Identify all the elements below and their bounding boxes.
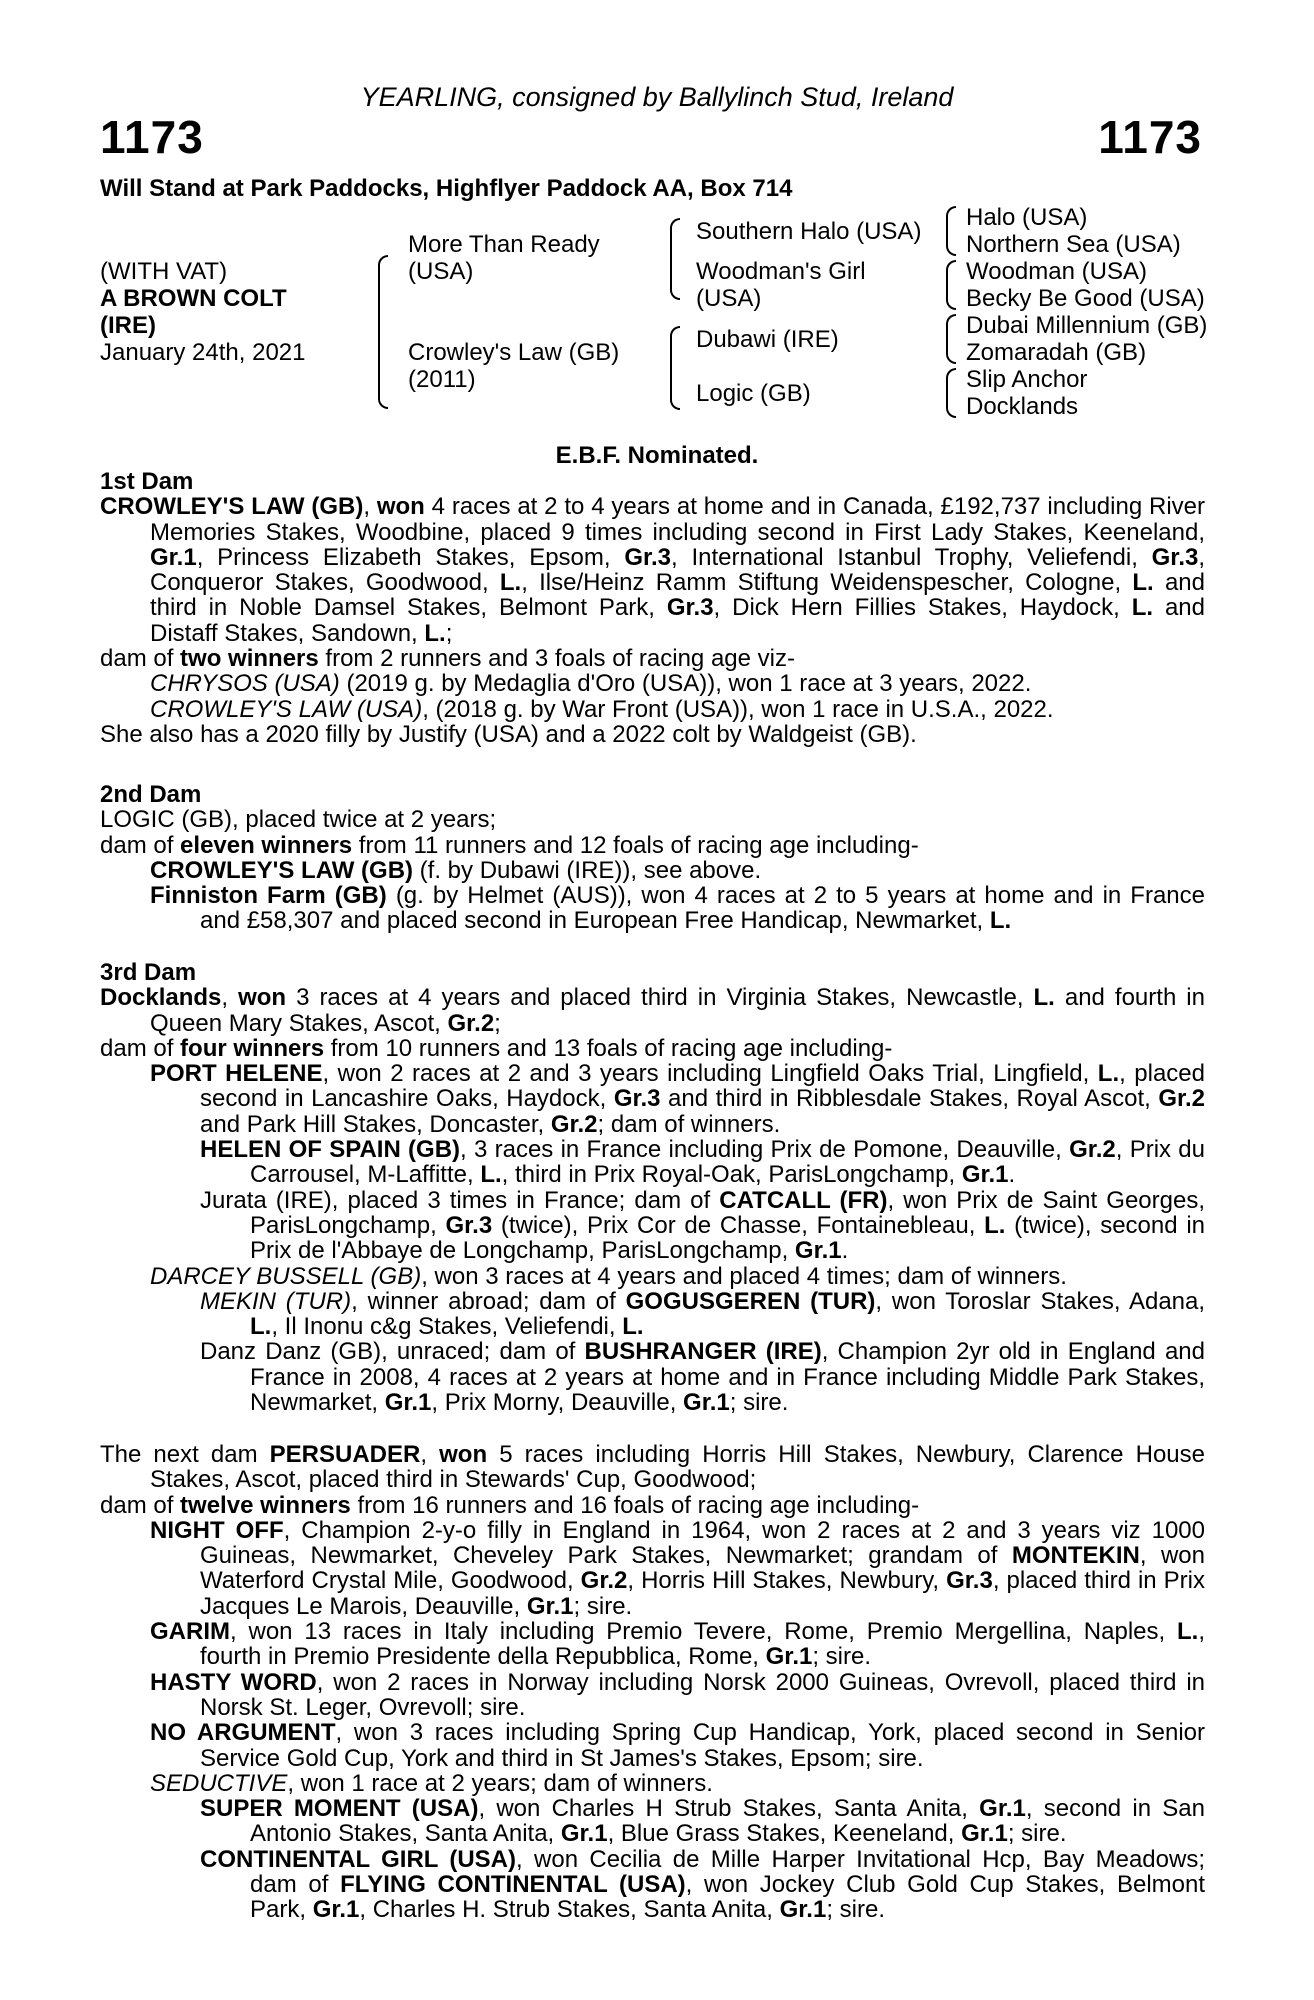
horse-description: A BROWN COLT bbox=[100, 285, 287, 312]
dam-of-line: dam of eleven winners from 11 runners and 12 foals of racing age including- bbox=[100, 831, 919, 859]
gen3-ddd: Docklands bbox=[966, 393, 1079, 420]
sire-sire: Southern Halo (USA) bbox=[696, 218, 922, 245]
dam-record: CROWLEY'S LAW (GB), won 4 races at 2 to 4 years at home and in Canada, £192,737 including River Memories Stakes, Woodbine, placed 9 times including second in First Lady Stakes, Keeneland, Gr.1, Princess Elizabeth Stakes, Epsom, Gr.3, International Istanbul Trophy, Veliefendi, Gr.3, Conqueror Stakes, Goodwood, L., Ilse/Heinz Ramm Stiftung Weidenspescher, Cologne, L. and third in Noble Damsel Stakes, Belmont Park, Gr.3, Dick Hern Fillies Stakes, Haydock, L. and Distaff Stakes, Sandown, L.; bbox=[100, 493, 1206, 647]
brace-3b bbox=[946, 260, 956, 310]
progeny-entry: NO ARGUMENT, won 3 races including Spring Cup Handicap, York, placed second in Senior Service Gold Cup, York and third in St James's Stakes, Epsom; sire. bbox=[150, 1719, 1205, 1772]
vat-note: (WITH VAT) bbox=[100, 258, 228, 285]
consignor-line: YEARLING, consigned by Ballylinch Stud, Ireland bbox=[360, 82, 954, 112]
dam-of-line: dam of two winners from 2 runners and 3 foals of racing age viz- bbox=[100, 645, 795, 673]
progeny-entry: DARCEY BUSSELL (GB), won 3 races at 4 years and placed 4 times; dam of winners. bbox=[150, 1262, 1067, 1290]
progeny-entry: SEDUCTIVE, won 1 race at 2 years; dam of winners. bbox=[150, 1769, 713, 1797]
gen3-dsd: Zomaradah (GB) bbox=[966, 339, 1147, 366]
horse-origin: (IRE) bbox=[100, 312, 156, 339]
progeny-entry: CONTINENTAL GIRL (USA), won Cecilia de Mille Harper Invitational Hcp, Bay Meadows; dam of FLYING CONTINENTAL (USA), won Jockey Club Gold Cup Stakes, Belmont Park, Gr.1, Charles H. Strub Stakes, Santa Anita, Gr.1; sire. bbox=[200, 1845, 1206, 1924]
progeny-entry: Danz Danz (GB), unraced; dam of BUSHRANGER (IRE), Champion 2yr old in England and France in 2008, 4 races at 2 years at home and in France including Middle Park Stakes, Newmarket, Gr.1, Prix Morny, Deauville, Gr.1; sire. bbox=[200, 1338, 1205, 1417]
first-dam-section bbox=[100, 469, 1205, 747]
dam-record: Docklands, won 3 races at 4 years and placed third in Virginia Stakes, Newcastle, L. and fourth in Queen Mary Stakes, Ascot, Gr.2; bbox=[100, 984, 1205, 1037]
sire-country: (USA) bbox=[408, 258, 474, 285]
ebf-note: E.B.F. Nominated. bbox=[555, 442, 759, 469]
lot-number-right: 1173 bbox=[1098, 111, 1202, 163]
progeny-entry: NIGHT OFF, Champion 2-y-o filly in England in 1964, won 2 races at 2 and 3 years viz 1000 Guineas, Newmarket, Cheveley Park Stakes, Newmarket; grandam of MONTEKIN, won Waterford Crystal Mile, Goodwood, Gr.2, Horris Hill Stakes, Newbury, Gr.3, placed third in Prix Jacques Le Marois, Deauville, Gr.1; sire. bbox=[150, 1516, 1205, 1620]
third-dam-section bbox=[100, 960, 1205, 1415]
stand-location: Will Stand at Park Paddocks, Highflyer Paddock AA, Box 714 bbox=[100, 175, 793, 202]
sire-brace bbox=[670, 218, 680, 300]
dam-brace bbox=[670, 326, 680, 410]
dam-of-line: dam of four winners from 10 runners and 13 foals of racing age including- bbox=[100, 1034, 893, 1062]
brace-3c bbox=[946, 314, 956, 364]
second-dam-section bbox=[100, 782, 1205, 934]
progeny-entry: HELEN OF SPAIN (GB), 3 races in France including Prix de Pomone, Deauville, Gr.2, Prix du Carrousel, M-Laffitte, L., third in Prix Royal-Oak, ParisLongchamp, Gr.1. bbox=[200, 1136, 1206, 1189]
progeny-entry: MEKIN (TUR), winner abroad; dam of GOGUSGEREN (TUR), won Toroslar Stakes, Adana, L., Il Inonu c&g Stakes, Veliefendi, L. bbox=[200, 1287, 1206, 1341]
dam-name: Crowley's Law (GB) bbox=[408, 339, 620, 366]
additional-foals: She also has a 2020 filly by Justify (USA) and a 2022 colt by Waldgeist (GB). bbox=[100, 720, 917, 748]
progeny-entry: CHRYSOS (USA) (2019 g. by Medaglia d'Oro (USA)), won 1 race at 3 years, 2022. bbox=[150, 670, 1032, 698]
dam-sire: Dubawi (IRE) bbox=[696, 326, 839, 353]
progeny-entry: CROWLEY'S LAW (GB) (f. by Dubawi (IRE)), see above. bbox=[150, 856, 762, 884]
progeny-entry: CROWLEY'S LAW (USA), (2018 g. by War Front (USA)), won 1 race in U.S.A., 2022. bbox=[150, 695, 1054, 723]
progeny-entry: HASTY WORD, won 2 races in Norway including Norsk 2000 Guineas, Ovrevoll, placed third in Norsk St. Leger, Ovrevoll; sire. bbox=[150, 1668, 1206, 1721]
sire-name: More Than Ready bbox=[408, 231, 600, 258]
gen3-sss: Halo (USA) bbox=[966, 204, 1088, 231]
lot-number-left: 1173 bbox=[100, 111, 204, 163]
progeny-entry: Jurata (IRE), placed 3 times in France; dam of CATCALL (FR), won Prix de Saint Georges, ParisLongchamp, Gr.3 (twice), Prix Cor de Chasse, Fontainebleau, L. (twice), second in Prix de l'Abbaye de Longchamp, ParisLongchamp, Gr.1. bbox=[200, 1186, 1206, 1265]
section-heading: 1st Dam bbox=[100, 468, 194, 495]
progeny-entry: Finniston Farm (GB) (g. by Helmet (AUS)), won 4 races at 2 to 5 years at home and in France and £58,307 and placed second in European Free Handicap, Newmarket, L. bbox=[150, 882, 1206, 935]
dam-of-line: dam of twelve winners from 16 runners and 16 foals of racing age including- bbox=[100, 1491, 920, 1519]
progeny-entry: PORT HELENE, won 2 races at 2 and 3 years including Lingfield Oaks Trial, Lingfield, L., placed second in Lancashire Oaks, Haydock, Gr.3 and third in Ribblesdale Stakes, Royal Ascot, Gr.2 and Park Hill Stakes, Doncaster, Gr.2; dam of winners. bbox=[150, 1060, 1206, 1138]
dam-dam: Logic (GB) bbox=[696, 380, 811, 407]
gen3-dss: Dubai Millennium (GB) bbox=[966, 312, 1208, 339]
pedigree-brace bbox=[378, 255, 388, 409]
section-heading: 3rd Dam bbox=[100, 959, 197, 986]
gen3-sdd: Becky Be Good (USA) bbox=[966, 285, 1205, 312]
section-heading: 2nd Dam bbox=[100, 781, 202, 808]
gen3-dds: Slip Anchor bbox=[966, 366, 1088, 393]
sire-dam-name: Woodman's Girl bbox=[696, 258, 866, 285]
gen3-ssd: Northern Sea (USA) bbox=[966, 231, 1181, 258]
progeny-entry: GARIM, won 13 races in Italy including Premio Tevere, Rome, Premio Mergellina, Naples, L., fourth in Premio Presidente della Repubblica, Rome, Gr.1; sire. bbox=[150, 1618, 1205, 1671]
brace-3a bbox=[946, 206, 956, 256]
next-dam-section bbox=[100, 1442, 1205, 1923]
brace-3d bbox=[946, 368, 956, 418]
dam-year: (2011) bbox=[408, 366, 476, 393]
gen3-sds: Woodman (USA) bbox=[966, 258, 1147, 285]
progeny-entry: SUPER MOMENT (USA), won Charles H Strub Stakes, Santa Anita, Gr.1, second in San Antonio Stakes, Santa Anita, Gr.1, Blue Grass Stakes, Keeneland, Gr.1; sire. bbox=[200, 1795, 1205, 1848]
sire-dam-country: (USA) bbox=[696, 285, 762, 312]
foaling-date: January 24th, 2021 bbox=[100, 339, 306, 366]
dam-record: LOGIC (GB), placed twice at 2 years; bbox=[100, 806, 497, 834]
dam-record: The next dam PERSUADER, won 5 races including Horris Hill Stakes, Newbury, Clarence House Stakes, Ascot, placed third in Stewards' Cup, Goodwood; bbox=[100, 1441, 1205, 1494]
